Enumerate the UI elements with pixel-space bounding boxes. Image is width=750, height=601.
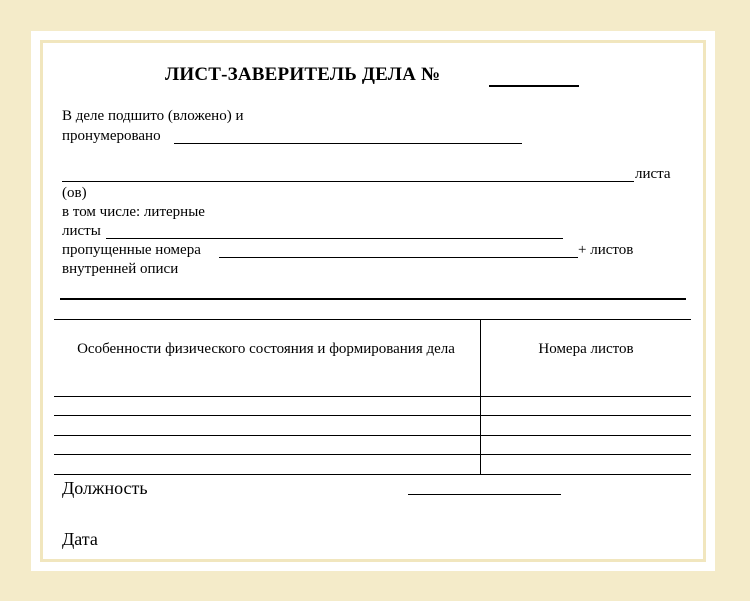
case-number-field[interactable] [489, 85, 579, 87]
signature-field[interactable] [408, 494, 561, 495]
table-row[interactable] [54, 396, 691, 397]
page-title: ЛИСТ-ЗАВЕРИТЕЛЬ ДЕЛА № [165, 64, 441, 85]
skipped-numbers-field[interactable] [219, 257, 578, 258]
sheets-suffix-ov: (ов) [62, 185, 87, 201]
literal-sheets-text: в том числе: литерные [62, 204, 205, 220]
numbered-text: пронумеровано [62, 128, 161, 144]
separator-line [60, 298, 686, 300]
table-row[interactable] [54, 435, 691, 436]
numbered-count-field[interactable] [174, 143, 522, 144]
position-label: Должность [62, 478, 148, 498]
table-header-condition: Особенности физического состояния и формирования дела [77, 341, 455, 357]
plus-sheets-text: + листов [578, 242, 634, 258]
table-row[interactable] [54, 415, 691, 416]
sheets-word: листы [62, 223, 101, 239]
literal-sheets-field[interactable] [106, 238, 563, 239]
table-header-sheet-numbers: Номера листов [538, 341, 634, 357]
table-top-border [54, 319, 691, 320]
skipped-numbers-text: пропущенные номера [62, 242, 201, 258]
table-bottom-border [54, 474, 691, 475]
sheets-suffix: листа [635, 166, 671, 182]
table-row[interactable] [54, 454, 691, 455]
filed-text: В деле подшито (вложено) и [62, 108, 244, 124]
internal-inventory-text: внутренней описи [62, 261, 179, 277]
sheets-count-field[interactable] [62, 181, 634, 182]
date-label: Дата [62, 529, 98, 549]
